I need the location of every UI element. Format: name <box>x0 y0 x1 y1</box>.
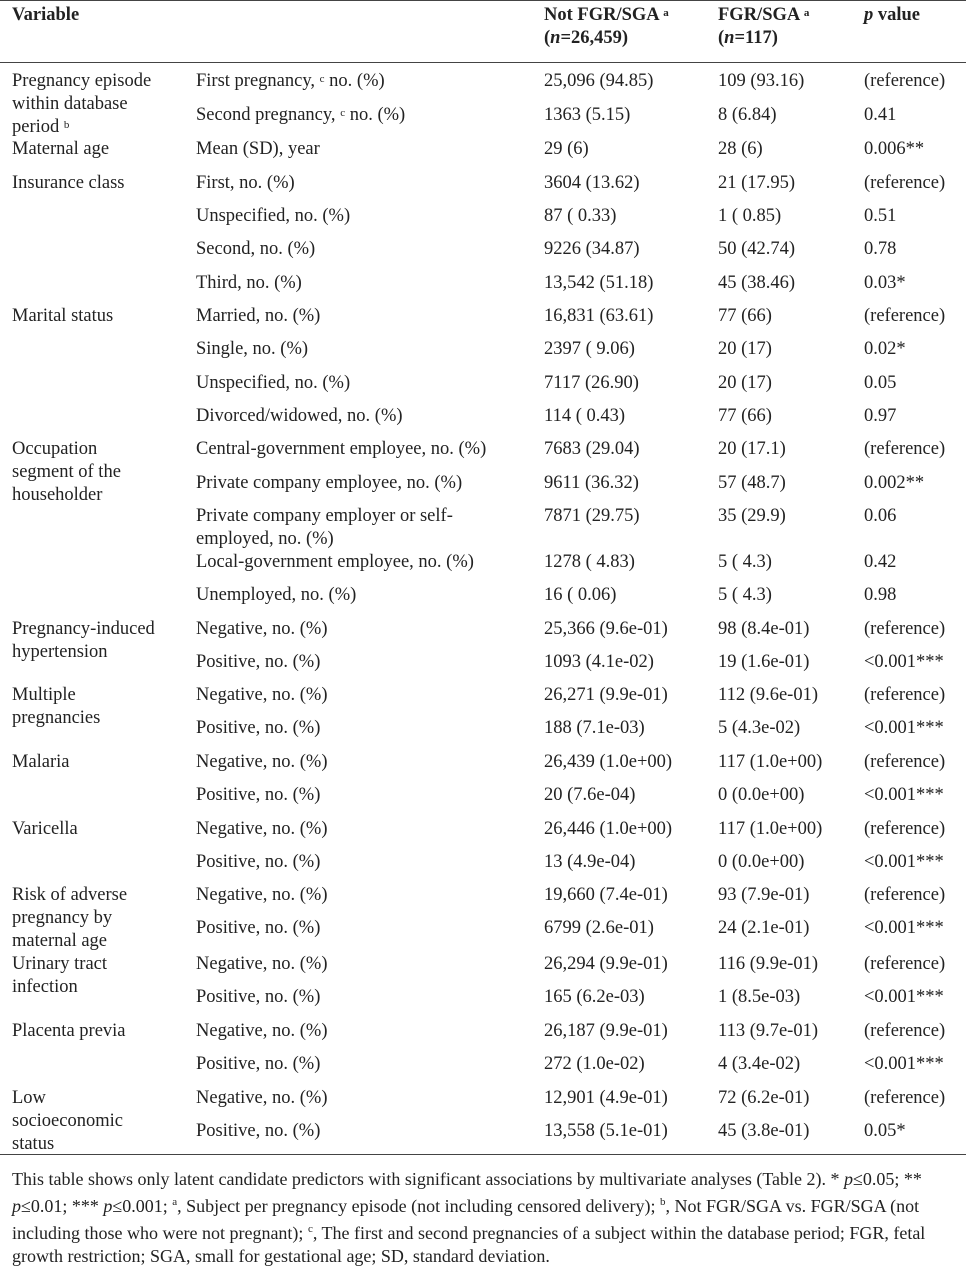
variable-label: Marital status <box>12 306 114 326</box>
not-fgr-cell: 7117 (26.90) <box>544 373 639 393</box>
category-cell: Negative, no. (%) <box>196 685 328 705</box>
p-value-cell: (reference) <box>864 685 946 705</box>
category-cell: Negative, no. (%) <box>196 1021 328 1041</box>
fgr-cell: 0 (0.0e+00) <box>718 785 805 805</box>
fgr-cell: 113 (9.7e-01) <box>718 1021 819 1041</box>
not-fgr-cell: 9226 (34.87) <box>544 239 640 259</box>
fgr-cell: 117 (1.0e+00) <box>718 752 823 772</box>
not-fgr-cell: 26,271 (9.9e-01) <box>544 685 668 705</box>
fgr-cell: 93 (7.9e-01) <box>718 885 810 905</box>
fgr-cell: 45 (38.46) <box>718 273 796 293</box>
p-value-cell: (reference) <box>864 1088 946 1108</box>
variable-label: Placenta previa <box>12 1021 126 1041</box>
fgr-cell: 20 (17) <box>718 373 772 393</box>
p-value-cell: 0.03* <box>864 273 906 293</box>
p-value-cell: 0.51 <box>864 206 897 226</box>
not-fgr-cell: 16,831 (63.61) <box>544 306 654 326</box>
fgr-cell: 35 (29.9) <box>718 506 786 526</box>
p-value-cell: <0.001*** <box>864 852 944 872</box>
variable-label: Malaria <box>12 752 70 772</box>
category-cell: Negative, no. (%) <box>196 954 328 974</box>
category-cell: Second, no. (%) <box>196 239 316 259</box>
fgr-cell: 1 (8.5e-03) <box>718 987 801 1007</box>
category-cell: Mean (SD), year <box>196 139 320 159</box>
fgr-cell: 19 (1.6e-01) <box>718 652 810 672</box>
not-fgr-cell: 165 (6.2e-03) <box>544 987 645 1007</box>
not-fgr-cell: 7683 (29.04) <box>544 439 640 459</box>
p-value-cell: <0.001*** <box>864 1054 944 1074</box>
p-value-cell: (reference) <box>864 173 946 193</box>
p-value-cell: 0.006** <box>864 139 925 159</box>
header-rule <box>0 62 966 63</box>
category-cell: Negative, no. (%) <box>196 752 328 772</box>
category-cell: Private company employer or self-employed, no. (%) <box>196 506 453 549</box>
category-cell: Unemployed, no. (%) <box>196 585 357 605</box>
fgr-cell: 20 (17) <box>718 339 772 359</box>
category-cell: Private company employee, no. (%) <box>196 473 463 493</box>
p-value-cell: (reference) <box>864 439 946 459</box>
not-fgr-cell: 29 (6) <box>544 139 589 159</box>
p-value-cell: (reference) <box>864 752 946 772</box>
category-cell: Positive, no. (%) <box>196 852 321 872</box>
not-fgr-cell: 20 (7.6e-04) <box>544 785 636 805</box>
not-fgr-cell: 2397 ( 9.06) <box>544 339 635 359</box>
fgr-cell: 72 (6.2e-01) <box>718 1088 810 1108</box>
fgr-cell: 112 (9.6e-01) <box>718 685 819 705</box>
not-fgr-cell: 13 (4.9e-04) <box>544 852 636 872</box>
p-value-cell: (reference) <box>864 71 946 91</box>
category-cell: Positive, no. (%) <box>196 1054 321 1074</box>
variable-label: Low socioeconomic status <box>12 1088 123 1154</box>
fgr-cell: 5 (4.3e-02) <box>718 718 801 738</box>
variable-label: Insurance class <box>12 173 125 193</box>
fgr-cell: 0 (0.0e+00) <box>718 852 805 872</box>
p-value-cell: (reference) <box>864 619 946 639</box>
not-fgr-cell: 188 (7.1e-03) <box>544 718 645 738</box>
p-value-cell: 0.002** <box>864 473 925 493</box>
category-cell: Positive, no. (%) <box>196 918 321 938</box>
fgr-cell: 50 (42.74) <box>718 239 796 259</box>
not-fgr-cell: 1093 (4.1e-02) <box>544 652 654 672</box>
category-cell: Divorced/widowed, no. (%) <box>196 406 403 426</box>
p-value-cell: <0.001*** <box>864 918 944 938</box>
category-cell: First, no. (%) <box>196 173 295 193</box>
not-fgr-cell: 6799 (2.6e-01) <box>544 918 654 938</box>
fgr-cell: 28 (6) <box>718 139 763 159</box>
not-fgr-cell: 3604 (13.62) <box>544 173 640 193</box>
p-value-cell: 0.41 <box>864 105 897 125</box>
category-cell: Unspecified, no. (%) <box>196 206 351 226</box>
not-fgr-cell: 114 ( 0.43) <box>544 406 626 426</box>
fgr-cell: 4 (3.4e-02) <box>718 1054 801 1074</box>
category-cell: Local-government employee, no. (%) <box>196 552 474 572</box>
category-cell: Negative, no. (%) <box>196 819 328 839</box>
not-fgr-cell: 19,660 (7.4e-01) <box>544 885 668 905</box>
category-cell: Negative, no. (%) <box>196 1088 328 1108</box>
p-value-cell: 0.78 <box>864 239 897 259</box>
header-fgr: FGR/SGA $^a$ (n=117) <box>718 5 810 48</box>
fgr-cell: 77 (66) <box>718 406 772 426</box>
variable-label: Pregnancy episode within database period $^b$ <box>12 71 152 137</box>
variable-label: Varicella <box>12 819 78 839</box>
not-fgr-cell: 16 ( 0.06) <box>544 585 617 605</box>
fgr-cell: 20 (17.1) <box>718 439 786 459</box>
variable-label: Occupation segment of the householder <box>12 439 121 505</box>
not-fgr-cell: 13,542 (51.18) <box>544 273 654 293</box>
not-fgr-cell: 26,446 (1.0e+00) <box>544 819 673 839</box>
variable-label: Pregnancy-induced hypertension <box>12 619 155 662</box>
variable-label: Risk of adverse pregnancy by maternal age <box>12 885 128 951</box>
not-fgr-cell: 26,187 (9.9e-01) <box>544 1021 668 1041</box>
category-cell: Positive, no. (%) <box>196 785 321 805</box>
header-variable: Variable <box>12 5 80 25</box>
header-not-fgr: Not FGR/SGA $^a$ (n=26,459) <box>544 5 669 48</box>
p-value-cell: (reference) <box>864 885 946 905</box>
not-fgr-cell: 87 ( 0.33) <box>544 206 617 226</box>
category-cell: Positive, no. (%) <box>196 987 321 1007</box>
table-top-rule <box>0 0 966 1</box>
fgr-cell: 77 (66) <box>718 306 772 326</box>
not-fgr-cell: 12,901 (4.9e-01) <box>544 1088 668 1108</box>
p-value-cell: (reference) <box>864 306 946 326</box>
p-value-cell: <0.001*** <box>864 718 944 738</box>
fgr-cell: 57 (48.7) <box>718 473 786 493</box>
category-cell: Married, no. (%) <box>196 306 321 326</box>
header-p-value: p value <box>864 5 921 25</box>
variable-label: Multiple pregnancies <box>12 685 101 728</box>
fgr-cell: 45 (3.8e-01) <box>718 1121 810 1141</box>
not-fgr-cell: 9611 (36.32) <box>544 473 639 493</box>
fgr-cell: 117 (1.0e+00) <box>718 819 823 839</box>
p-value-cell: <0.001*** <box>864 785 944 805</box>
p-value-cell: (reference) <box>864 1021 946 1041</box>
table-bottom-rule <box>0 1154 966 1155</box>
not-fgr-cell: 272 (1.0e-02) <box>544 1054 645 1074</box>
not-fgr-cell: 26,294 (9.9e-01) <box>544 954 668 974</box>
p-value-cell: 0.97 <box>864 406 897 426</box>
not-fgr-cell: 13,558 (5.1e-01) <box>544 1121 668 1141</box>
category-cell: Second pregnancy, $^c$ no. (%) <box>196 105 406 125</box>
category-cell: Unspecified, no. (%) <box>196 373 351 393</box>
category-cell: Negative, no. (%) <box>196 885 328 905</box>
p-value-cell: 0.06 <box>864 506 897 526</box>
fgr-cell: 98 (8.4e-01) <box>718 619 810 639</box>
fgr-cell: 24 (2.1e-01) <box>718 918 810 938</box>
fgr-cell: 116 (9.9e-01) <box>718 954 819 974</box>
not-fgr-cell: 25,096 (94.85) <box>544 71 654 91</box>
category-cell: Positive, no. (%) <box>196 652 321 672</box>
variable-label: Urinary tract infection <box>12 954 108 997</box>
fgr-cell: 5 ( 4.3) <box>718 585 772 605</box>
not-fgr-cell: 7871 (29.75) <box>544 506 640 526</box>
p-value-cell: <0.001*** <box>864 652 944 672</box>
variable-label: Maternal age <box>12 139 110 159</box>
p-value-cell: 0.05 <box>864 373 897 393</box>
table-footnote: This table shows only latent candidate predictors with significant associations by multivariate analyses (Table 2). * p≤0.05; ** p≤0.01; *** p≤0.001; $^a$, Subject per pregnancy episode (not including censored delivery); $^b$, Not FGR/SGA vs. FGR/SGA (not including those who were not pregnant); $^c$, The first and second pregnancies of a subject within the database period; FGR, fetal growth restriction; SGA, small for gestational age; SD, standard deviation. <box>12 1169 926 1266</box>
not-fgr-cell: 25,366 (9.6e-01) <box>544 619 668 639</box>
fgr-cell: 5 ( 4.3) <box>718 552 772 572</box>
not-fgr-cell: 26,439 (1.0e+00) <box>544 752 673 772</box>
fgr-cell: 1 ( 0.85) <box>718 206 782 226</box>
p-value-cell: 0.05* <box>864 1121 906 1141</box>
category-cell: Single, no. (%) <box>196 339 309 359</box>
category-cell: Positive, no. (%) <box>196 1121 321 1141</box>
category-cell: Negative, no. (%) <box>196 619 328 639</box>
not-fgr-cell: 1363 (5.15) <box>544 105 631 125</box>
p-value-cell: 0.98 <box>864 585 897 605</box>
category-cell: Third, no. (%) <box>196 273 302 293</box>
fgr-cell: 109 (93.16) <box>718 71 805 91</box>
fgr-cell: 8 (6.84) <box>718 105 777 125</box>
category-cell: First pregnancy, $^c$ no. (%) <box>196 71 385 91</box>
category-cell: Positive, no. (%) <box>196 718 321 738</box>
p-value-cell: (reference) <box>864 819 946 839</box>
p-value-cell: 0.42 <box>864 552 897 572</box>
p-value-cell: <0.001*** <box>864 987 944 1007</box>
p-value-cell: (reference) <box>864 954 946 974</box>
fgr-cell: 21 (17.95) <box>718 173 796 193</box>
category-cell: Central-government employee, no. (%) <box>196 439 487 459</box>
not-fgr-cell: 1278 ( 4.83) <box>544 552 635 572</box>
p-value-cell: 0.02* <box>864 339 906 359</box>
